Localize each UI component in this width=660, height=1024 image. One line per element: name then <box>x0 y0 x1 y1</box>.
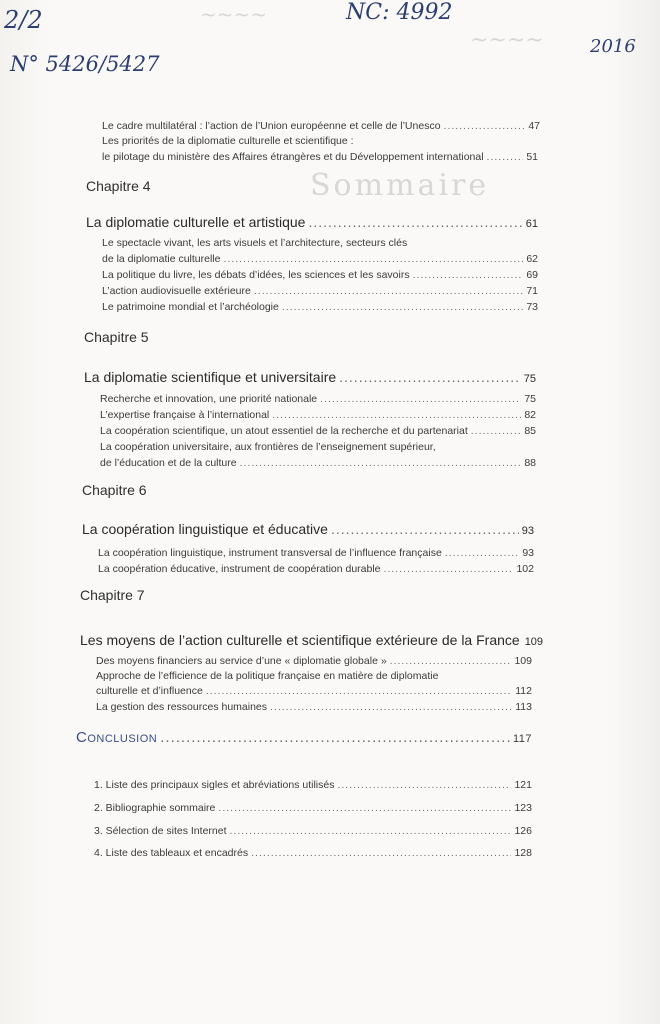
appendix-entry[interactable] <box>94 779 532 791</box>
leader-dots <box>270 701 512 713</box>
leader-dots <box>320 393 521 405</box>
chapter-title: La diplomatie culturelle et artistique <box>86 214 306 230</box>
leader-dots <box>331 521 519 537</box>
chapter-page: 93 <box>521 525 534 537</box>
chapter-label: Chapitre 5 <box>84 329 149 345</box>
appendix-entry-text: 2. Bibliographie sommaire <box>94 802 216 814</box>
toc-entry[interactable] <box>102 120 540 132</box>
appendix-entry-text: 3. Sélection de sites Internet <box>94 825 227 837</box>
toc-entry[interactable] <box>98 563 534 575</box>
leader-dots <box>254 285 523 297</box>
toc-entry-text: L’expertise française à l’international <box>100 409 270 421</box>
toc-entry-page: 73 <box>526 301 538 313</box>
bleed-through-mark-top: ~~~~ <box>200 2 268 26</box>
leader-dots <box>308 214 522 230</box>
toc-entry-page: 112 <box>515 685 532 697</box>
bleed-through-text: Sommaire <box>310 168 490 203</box>
handwritten-page-count: 2/2 <box>4 6 43 34</box>
toc-entry-text: de l’éducation et de la culture <box>100 457 237 469</box>
toc-entry-text: Recherche et innovation, une priorité nationale <box>100 393 318 405</box>
toc-entry-page: 62 <box>526 253 538 265</box>
leader-dots <box>413 269 524 281</box>
toc-entry[interactable] <box>102 285 538 297</box>
toc-entry[interactable] <box>96 655 532 667</box>
toc-entry-text: L’action audiovisuelle extérieure <box>102 285 251 297</box>
toc-entry[interactable] <box>100 393 536 405</box>
chapter-title: La coopération linguistique et éducative <box>82 521 328 537</box>
leader-dots <box>240 457 522 469</box>
bleed-through-mark: ~~~~ <box>470 28 544 53</box>
toc-entry-page: 75 <box>524 393 536 405</box>
chapter-page: 75 <box>523 373 536 385</box>
leader-dots <box>272 409 521 421</box>
leader-dots <box>337 779 511 791</box>
appendix-entry-page: 126 <box>514 825 532 837</box>
appendix-entry[interactable] <box>94 802 532 814</box>
toc-entry[interactable] <box>96 685 532 697</box>
appendix-entry[interactable] <box>94 847 532 859</box>
toc-entry[interactable] <box>100 409 536 421</box>
appendix-entry-page: 121 <box>514 779 532 791</box>
toc-entry-page: 82 <box>524 409 536 421</box>
toc-entry-line1: Les priorités de la diplomatie culturelle et scientifique : <box>102 135 354 147</box>
chapter-title: Les moyens de l’action culturelle et scientifique extérieure de la France <box>80 632 520 648</box>
handwritten-reference: N° 5426/5427 <box>10 52 160 76</box>
toc-entry-page: 88 <box>524 457 536 469</box>
toc-entry[interactable] <box>102 269 538 281</box>
leader-dots <box>218 802 511 814</box>
chapter-title-row[interactable] <box>80 632 544 648</box>
chapter-title-row[interactable] <box>86 214 538 230</box>
toc-entry-line1: Le spectacle vivant, les arts visuels et l’architecture, secteurs clés <box>102 237 408 249</box>
toc-entry-page: 93 <box>522 547 534 559</box>
appendix-entry[interactable] <box>94 825 532 837</box>
leader-dots <box>282 301 523 313</box>
leader-dots <box>445 547 520 559</box>
conclusion-page: 117 <box>512 733 532 745</box>
chapter-page: 61 <box>525 218 538 230</box>
toc-entry-text: Le cadre multilatéral : l’action de l’Union européenne et celle de l’Unesco <box>102 120 441 132</box>
handwritten-nc-number: NC: 4992 <box>346 0 453 25</box>
toc-entry-text: le pilotage du ministère des Affaires étrangères et du Développement international <box>102 151 484 163</box>
leader-dots <box>223 253 523 265</box>
toc-entry[interactable] <box>100 457 536 469</box>
leader-dots <box>339 369 521 385</box>
chapter-label: Chapitre 7 <box>80 587 145 603</box>
leader-dots <box>390 655 512 667</box>
toc-entry-page: 109 <box>514 655 532 667</box>
leader-dots <box>487 151 524 163</box>
toc-entry[interactable] <box>98 547 534 559</box>
toc-entry-page: 47 <box>528 120 540 132</box>
leader-dots <box>206 685 512 697</box>
toc-entry-line1: Approche de l’efficience de la politique française en matière de diplomatie <box>96 670 439 682</box>
appendix-entry-page: 128 <box>514 847 532 859</box>
toc-entry-text: de la diplomatie culturelle <box>102 253 221 265</box>
chapter-title-row[interactable] <box>82 521 534 537</box>
toc-entry-page: 69 <box>526 269 538 281</box>
toc-entry-page: 113 <box>515 701 532 713</box>
leader-dots <box>230 825 512 837</box>
leader-dots <box>444 120 526 132</box>
toc-entry[interactable] <box>102 151 538 163</box>
toc-entry-text: La coopération linguistique, instrument transversal de l’influence française <box>98 547 442 559</box>
toc-entry[interactable] <box>96 701 532 713</box>
conclusion-row[interactable] <box>76 729 532 746</box>
handwritten-year: 2016 <box>590 36 636 57</box>
toc-entry-text: La coopération scientifique, un atout essentiel de la recherche et du partenariat <box>100 425 468 437</box>
chapter-title-row[interactable] <box>84 369 536 385</box>
appendix-entry-page: 123 <box>514 802 532 814</box>
appendix-entry-text: 1. Liste des principaux sigles et abréviations utilisés <box>94 779 335 791</box>
toc-entry-text: Le patrimoine mondial et l’archéologie <box>102 301 279 313</box>
toc-entry-line1: La coopération universitaire, aux frontières de l’enseignement supérieur, <box>100 441 436 453</box>
toc-entry-text: La gestion des ressources humaines <box>96 701 268 713</box>
leader-dots <box>471 425 522 437</box>
toc-entry-page: 71 <box>526 285 538 297</box>
toc-entry-page: 85 <box>524 425 536 437</box>
toc-entry-page: 51 <box>526 151 538 163</box>
chapter-label: Chapitre 4 <box>86 178 151 194</box>
leader-dots <box>384 563 514 575</box>
toc-entry[interactable] <box>102 253 538 265</box>
chapter-title: La diplomatie scientifique et universitaire <box>84 369 337 385</box>
toc-entry-page: 102 <box>516 563 534 575</box>
toc-entry-text: Des moyens financiers au service d’une « diplomatie globale » <box>96 655 387 667</box>
leader-dots <box>251 847 511 859</box>
chapter-page: 109 <box>524 636 544 648</box>
toc-entry[interactable] <box>102 301 538 313</box>
toc-entry-text: La politique du livre, les débats d’idées, les sciences et les savoirs <box>102 269 410 281</box>
leader-dots <box>160 729 510 746</box>
conclusion-title: Conclusion <box>76 729 158 746</box>
toc-entry-text: La coopération éducative, instrument de coopération durable <box>98 563 381 575</box>
toc-entry[interactable] <box>100 425 536 437</box>
appendix-entry-text: 4. Liste des tableaux et encadrés <box>94 847 249 859</box>
toc-entry-text: culturelle et d’influence <box>96 685 203 697</box>
chapter-label: Chapitre 6 <box>82 482 147 498</box>
